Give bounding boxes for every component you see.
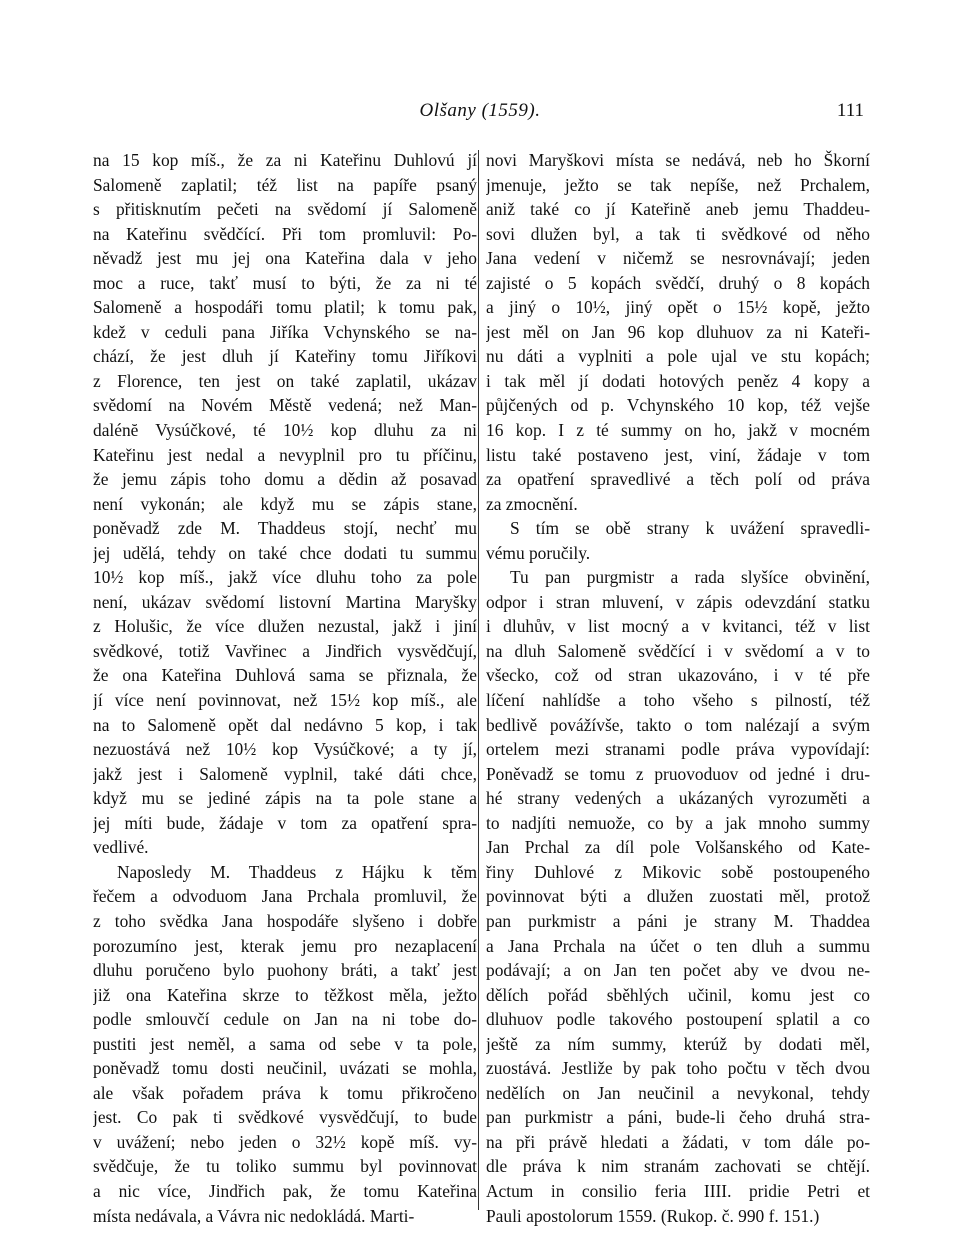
text-line: jí více není povinnovat, než 15½ kop míš., ale (93, 690, 477, 711)
text-line: na 15 kop míš., že za ni Kateřinu Duhlovú jí (93, 150, 477, 170)
left-text-column (93, 148, 477, 1228)
text-line: když mu se jediné zápis na ta pole stane a (93, 788, 477, 809)
text-line: z toho svědka Jana hospodáře slyšeno i dobře (93, 910, 477, 931)
text-line: hé strany vedených a ukázaných vyrozuměti a (486, 788, 870, 809)
text-line: svědomí na Novém Městě vedená; než Man- (93, 395, 477, 416)
column-divider (478, 150, 479, 1210)
text-line: Salomeně zaplatil; též list na papíře psaný (93, 174, 477, 195)
text-line: není, ukázav svědomí listovní Martina Maryšky (93, 591, 477, 612)
text-line: i tak měl jí dodati hotových peněz 4 kopy a (486, 370, 870, 391)
text-line: není vykonán; ale když mu se zápis stane, (93, 493, 477, 514)
text-line: novi Maryškovi místa se nedává, neb ho Škorní (486, 150, 870, 170)
page-number: 111 (836, 100, 864, 121)
text-line: na dluh Salomeně svědčící i v svědomí a v to (486, 640, 870, 661)
text-line: líčení nahlídše a toho všeho s pilností, též (486, 690, 870, 711)
text-line: že ona Kateřina Duhlová sama se přiznala, že (93, 665, 477, 686)
text-line: na to Salomeně opět dal nedávno 5 kop, i tak (93, 714, 477, 735)
text-line: nezuostává než 10½ kop Vysúčkové; a ty jí, (93, 739, 477, 760)
text-line: dluhu poručeno bylo puohony bráti, a takť jest (93, 960, 477, 981)
text-line: řiny Duhlové z Mikovic sobě postoupeného (486, 861, 870, 882)
text-line: řečem a odvoduom Jana Prchala promluvil, že (93, 886, 477, 907)
text-line: všecko, což od stran ukazováno, i v té pře (486, 665, 870, 686)
text-line: půjčených od p. Vchynského 10 kop, též vejše (486, 395, 870, 416)
text-line: zajisté o 5 kopách svědčí, druhý o 8 kopách (486, 272, 870, 293)
text-line: již ona Kateřina skrze to těžkost měla, ježto (93, 984, 477, 1005)
text-line: kdež v ceduli pana Jiříka Vchynského se na- (93, 321, 477, 342)
text-line: to nadjíti nemuože, co by a jak mnoho summy (486, 812, 870, 833)
text-line: z Holušic, že více dlužen nezustal, jakž i jiní (93, 616, 477, 637)
text-line: nedělích on Jan neučinil a nevykonal, tehdy (486, 1082, 870, 1103)
text-line: chází, že jest dluh jí Kateřiny tomu Jiříkovi (93, 346, 477, 367)
text-line: pustiti jest neměl, a sama od sebe v ta pole, (93, 1033, 477, 1054)
text-line: Pauli apostolorum 1559. (Rukop. č. 990 f. 151.) (486, 1205, 820, 1226)
text-line: pan purkmistr a páni, bude-li čeho druhá stra- (486, 1107, 870, 1128)
text-line: listu také postaveno jest, viní, žádaje v tom (486, 444, 870, 465)
text-line: zuostává. Jestliže by pak toho počtu v těch dvou (486, 1058, 870, 1079)
text-line: sovi dlužen byl, a tak ti svědkové od něho (486, 223, 870, 244)
text-line: dalénĕ Vysúčkové, té 10½ kop dluhu za ni (93, 420, 477, 441)
text-line: Jana vedení v ničemž se nesrovnávají; jeden (486, 248, 870, 269)
text-line: Tu pan purgmistr a rada slyšíce obvinění, (510, 567, 870, 588)
text-line: v uvážení; nebo jeden o 32½ kopě míš. vy- (93, 1131, 477, 1152)
text-line: odpor i stran mluvení, v zápis odevzdání statku (486, 591, 870, 612)
text-line: aniž také co jí Kateřině aneb jemu Thaddeu- (486, 199, 870, 220)
text-line: i dluhův, v list mocný a v kvitanci, též v list (486, 616, 870, 637)
text-line: místa nedávala, a Vávra nic nedokládá. Marti- (93, 1205, 415, 1226)
text-line: dluhuov podle takového postoupení splatil a co (486, 1009, 870, 1030)
text-line: jej míti bude, žádaje v tom za opatření spra- (93, 812, 477, 833)
text-line: nu dáti a vyplniti a pole ujal ve stu kopách; (486, 346, 870, 367)
text-line: svědčuje, že tu toliko summu byl povinnovat (93, 1156, 477, 1177)
text-line: porozumíno jest, kterak jemu pro nezaplacení (93, 935, 477, 956)
text-line: něvadž jest mu jej ona Kateřina dala v jeho (93, 248, 477, 269)
text-line: že jemu zápis toho domu a dědin až posavad (93, 469, 477, 490)
text-line: Naposledy M. Thaddeus z Hájku k těm (117, 861, 477, 882)
text-line: na Kateřinu svědčící. Při tom promluvil: Po- (93, 223, 477, 244)
running-title: Olšany (1559). (419, 100, 541, 121)
text-line: jest. Co pak ti svědkové vysvědčují, to bude (93, 1107, 477, 1128)
text-line: na při právě hledati a žádati, v tom dále po- (486, 1131, 870, 1152)
page-header (0, 100, 960, 130)
text-line: Jan Prchal za díl pole Volšanského od Kate- (486, 837, 870, 858)
text-line: ortelem mezi stranami podle práva vypovídají: (486, 739, 870, 760)
text-line: z Florence, ten jest on také zaplatil, ukázav (93, 370, 477, 391)
text-line: pan purkmistr a páni je strany M. Thaddea (486, 910, 870, 931)
text-line: podle smlouvčí cedule on Jan na ni tobe do- (93, 1009, 477, 1030)
text-line: podávají; a on Jan ten počet aby ve dvou ne- (486, 960, 870, 981)
text-line: Poněvadž se tomu z pruovoduov od jedné i dru- (486, 763, 870, 784)
text-line: ještě za ním summy, kterúž by dodati měl, (486, 1033, 870, 1054)
text-line: jej udělá, tehdy on také chce dodati tu summu (93, 542, 477, 563)
text-line: povinnovat býti a dlužen zuostati měl, protož (486, 886, 870, 907)
text-line: za opatření spravedlivé a těch polí od práva (486, 469, 870, 490)
right-text-column (486, 148, 870, 1228)
text-line: za zmocnění. (486, 493, 578, 514)
text-line: jakž jest i Salomeně vyplnil, také dáti chce, (93, 763, 477, 784)
text-line: jmenuje, ježto se tak nepíše, než Prchalem, (486, 174, 870, 195)
text-line: vému poručily. (486, 542, 591, 563)
text-line: Actum in consilio feria IIII. pridie Petri et (486, 1180, 870, 1201)
text-line: vedlivé. (93, 837, 149, 858)
text-line: a jiný o 10½, jiný opět o 15½ kopě, ježto (486, 297, 870, 318)
text-line: svědkové, totiž Vavřinec a Jindřich vysvědčují, (93, 640, 477, 661)
text-line: ale však pořadem práva k tomu přikročeno (93, 1082, 477, 1103)
text-line: 10½ kop míš., jakž více dluhu toho za pole (93, 567, 477, 588)
text-line: dle práva k nim stranám zachovati se chtějí. (486, 1156, 870, 1177)
text-line: 16 kop. I z té summy on ho, jakž v mocném (486, 420, 870, 441)
text-line: jest měl on Jan 96 kop dluhuov za ni Kateři- (486, 321, 870, 342)
text-line: poněvadž tomu dosti neučinil, uvázati se mohla, (93, 1058, 477, 1079)
text-line: s přitisknutím pečeti na svědomí jí Salomeně (93, 199, 477, 220)
text-line: moc a ruce, takť musí to býti, že za ni té (93, 272, 477, 293)
text-line: a Jana Prchala na účet o ten dluh a summu (486, 935, 870, 956)
text-line: a nic více, Jindřich pak, že tomu Kateřina (93, 1180, 477, 1201)
text-line: dělích pořád sběhlých učinil, komu jest co (486, 984, 870, 1005)
text-line: bedlivě povážívše, takto o tom nalézají a svým (486, 714, 870, 735)
text-line: S tím se obě strany k uvážení spravedli- (510, 518, 870, 539)
text-line: poněvadž zde M. Thaddeus stojí, nechť mu (93, 518, 477, 539)
text-line: Kateřinu jest nedal a nevyplnil pro tu příčinu, (93, 444, 477, 465)
text-line: Salomeně a hospodáři tomu platil; k tomu pak, (93, 297, 477, 318)
